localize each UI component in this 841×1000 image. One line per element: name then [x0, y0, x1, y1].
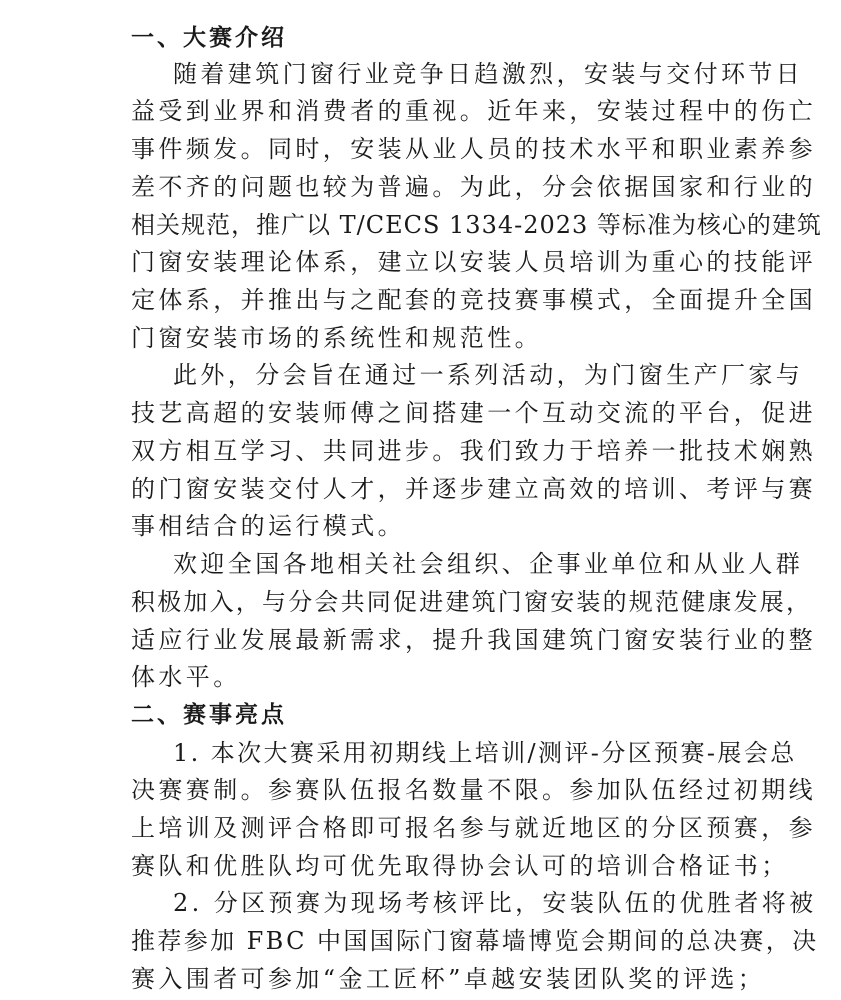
paragraph-line: 体水平。: [131, 663, 241, 691]
list-item-line: 上培训及测评合格即可报名参与就近地区的分区预赛，参: [131, 814, 816, 842]
list-item-line: 决赛赛制。参赛队伍报名数量不限。参加队伍经过初期线: [131, 776, 816, 804]
paragraph-line: 定体系，并推出与之配套的竞技赛事模式，全面提升全国: [131, 286, 816, 314]
paragraph-line: 差不齐的问题也较为普遍。为此，分会依据国家和行业的: [131, 173, 816, 201]
paragraph-line: 门窗安装理论体系，建立以安装人员培训为重心的技能评: [131, 248, 816, 276]
section-heading-highlights: 二、赛事亮点: [131, 702, 287, 728]
paragraph-line: 适应行业发展最新需求，提升我国建筑门窗安装行业的整: [131, 626, 816, 654]
paragraph-line: 事相结合的运行模式。: [131, 512, 405, 540]
list-item-line: 推荐参加 FBC 中国国际门窗幕墙博览会期间的总决赛，决: [131, 927, 819, 955]
paragraph-line: 门窗安装市场的系统性和规范性。: [131, 324, 542, 352]
paragraph-line: 双方相互学习、共同进步。我们致力于培养一批技术娴熟: [131, 437, 816, 465]
list-item-line: 2. 分区预赛为现场考核评比，安装队伍的优胜者将被: [173, 889, 817, 917]
paragraph-line: 积极加入，与分会共同促进建筑门窗安装的规范健康发展，: [131, 588, 813, 616]
paragraph-line: 此外，分会旨在通过一系列活动，为门窗生产厂家与: [173, 361, 804, 389]
paragraph-line: 的门窗安装交付人才，并逐步建立高效的培训、考评与赛: [131, 475, 816, 503]
list-item-line: 赛队和优胜队均可优先取得协会认可的培训合格证书；: [131, 852, 789, 880]
list-item-line: 赛入围者可参加“金工匠杯”卓越安装团队奖的评选；: [131, 965, 766, 993]
paragraph-line: 欢迎全国各地相关社会组织、企事业单位和从业人群: [173, 550, 804, 578]
paragraph-line: 相关规范，推广以 T/CECS 1334-2023 等标准为核心的建筑: [131, 211, 822, 239]
paragraph-line: 益受到业界和消费者的重视。近年来，安装过程中的伤亡: [131, 97, 816, 125]
section-heading-intro: 一、大赛介绍: [131, 25, 287, 51]
paragraph-line: 技艺高超的安装师傅之间搭建一个互动交流的平台，促进: [131, 399, 816, 427]
paragraph-line: 随着建筑门窗行业竞争日趋激烈，安装与交付环节日: [173, 60, 804, 88]
paragraph-line: 事件频发。同时，安装从业人员的技术水平和职业素养参: [131, 135, 816, 163]
list-item-line: 1. 本次大赛采用初期线上培训/测评-分区预赛-展会总: [173, 739, 797, 767]
